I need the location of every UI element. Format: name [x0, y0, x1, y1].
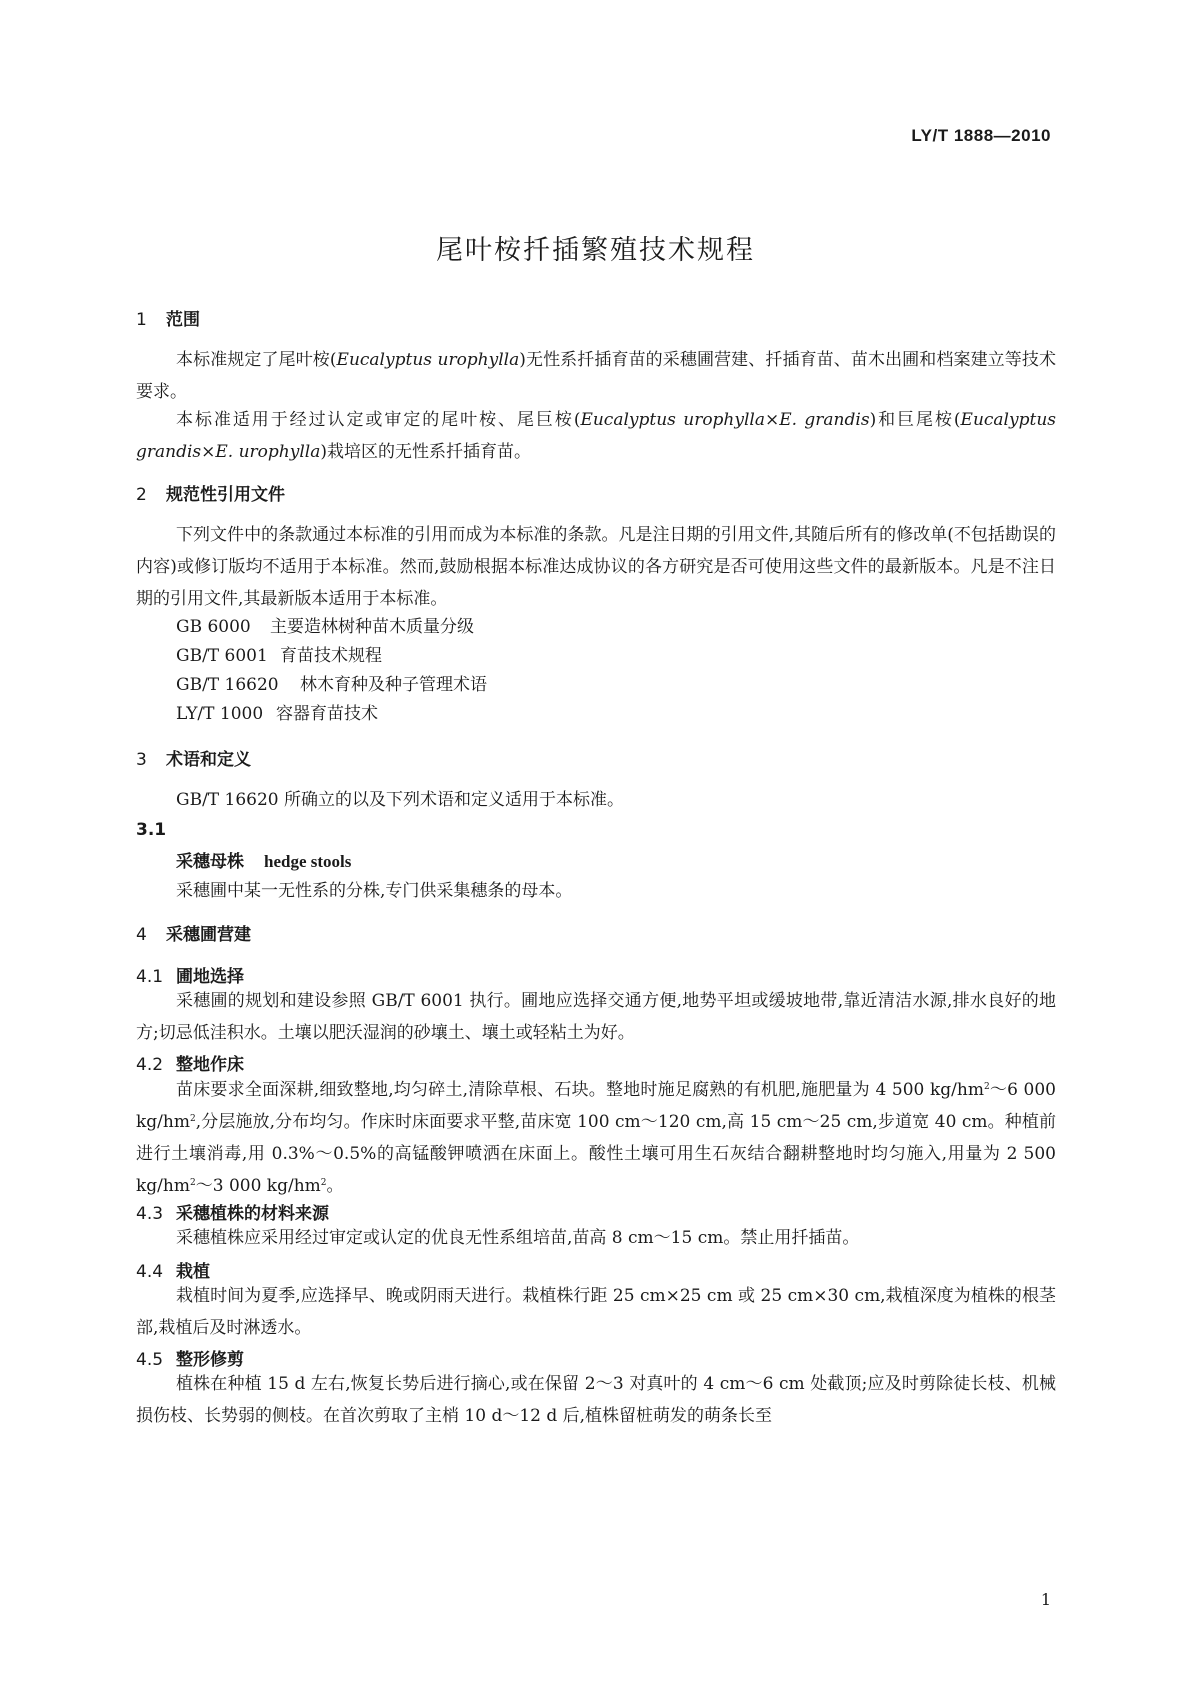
paragraph-normative-references: 下列文件中的条款通过本标准的引用而成为本标准的条款。凡是注日期的引用文件,其随后所有的修改单(不包括勘误的内容)或修订版均不适用于本标准。然而,鼓励根据本标准达成协议的各方研究是否可使用这些文件的最新版本。凡是不注日期的引用文件,其最新版本适用于本标准。: [136, 525, 1056, 609]
section-heading-3: [136, 745, 251, 770]
section-title: 术语和定义: [166, 750, 251, 770]
paragraph-4-5: 植株在种植 15 d 左右,恢复长势后进行摘心,或在保留 2～3 对真叶的 4 cm～6 cm 处截顶;应及时剪除徒长枝、机械损伤枝、长势弱的侧枝。在首次剪取了主梢 10 d～12 d 后,植株留桩萌发的萌条长至: [136, 1374, 1056, 1426]
text-run: 本标准适用于经过认定或审定的尾叶桉、尾巨桉(: [176, 410, 581, 430]
paragraph-4-1: 采穗圃的规划和建设参照 GB/T 6001 执行。圃地应选择交通方便,地势平坦或缓坡地带,靠近清洁水源,排水良好的地方;切忌低洼积水。土壤以肥沃湿润的砂壤土、壤土或轻粘土为好。: [136, 991, 1056, 1043]
reference-code: LY/T 1000: [176, 704, 264, 724]
superscript: 2: [189, 1178, 196, 1188]
paragraph-scope-2: [136, 404, 1056, 468]
subsection-number: 4.3: [136, 1204, 164, 1224]
superscript: 2: [189, 1114, 196, 1124]
text-run: 苗床要求全面深耕,细致整地,均匀碎土,清除草根、石块。整地时施足腐熟的有机肥,施肥量为 4 500 kg/hm: [176, 1080, 984, 1100]
reference-name: 主要造林树种苗木质量分级: [270, 617, 474, 637]
section-number: 2: [136, 485, 147, 505]
subsection-heading-4-4: [136, 1257, 210, 1282]
reference-item: [176, 641, 382, 666]
subsection-number: 4.4: [136, 1262, 164, 1282]
reference-code: GB 6000: [176, 617, 251, 637]
section-heading-4: [136, 920, 251, 945]
text-run: )无性系扦插育苗的采穗圃营建、扦插育苗、苗木出圃和档案建立等技术要求。: [136, 350, 1056, 402]
paragraph-scope-1: [136, 344, 1056, 408]
term-english: hedge stools: [264, 852, 352, 871]
reference-name: 容器育苗技术: [276, 704, 378, 724]
reference-code: GB/T 6001: [176, 646, 268, 666]
section-number: 1: [136, 310, 147, 330]
section-title: 规范性引用文件: [166, 485, 285, 505]
section-number: 3: [136, 750, 147, 770]
subsection-heading-4-1: [136, 962, 244, 987]
text-run: ×: [765, 410, 780, 430]
latin-name: Eucalyptus urophylla: [580, 410, 765, 430]
reference-code: GB/T 16620: [176, 675, 279, 695]
subsection-heading-4-3: [136, 1199, 329, 1224]
reference-item: [176, 670, 487, 695]
text-run: ～3 000 kg/hm: [195, 1176, 321, 1196]
term-entry: [176, 847, 351, 872]
subsection-heading-4-5: [136, 1345, 244, 1370]
page-number: 1: [1040, 1590, 1051, 1609]
subsection-title: 采穗植株的材料来源: [176, 1204, 329, 1224]
paragraph-4-4: 栽植时间为夏季,应选择早、晚或阴雨天进行。栽植株行距 25 cm×25 cm 或 25 cm×30 cm,栽植深度为植株的根茎部,栽植后及时淋透水。: [136, 1286, 1056, 1338]
section-title: 范围: [166, 310, 200, 330]
subsection-number: 4.5: [136, 1350, 164, 1370]
text-run: ～6 000 kg/hm: [136, 1080, 1056, 1132]
superscript: 2: [983, 1082, 990, 1092]
subsection-title: 栽植: [176, 1262, 210, 1282]
text-run: 本标准规定了尾叶桉(: [176, 350, 337, 370]
paragraph-4-3: 采穗植株应采用经过审定或认定的优良无性系组培苗,苗高 8 cm～15 cm。禁止用扦插苗。: [176, 1228, 860, 1248]
latin-name: Eucalyptus grandis: [136, 410, 1056, 462]
reference-name: 林木育种及种子管理术语: [300, 675, 487, 695]
latin-name: E. urophylla: [215, 442, 321, 462]
reference-name: 育苗技术规程: [280, 646, 382, 666]
subsection-number: 4.2: [136, 1055, 164, 1075]
subsection-number: 4.1: [136, 967, 164, 987]
paragraph-4-2: [136, 1074, 1056, 1202]
subsection-title: 整形修剪: [176, 1350, 244, 1370]
section-number: 4: [136, 925, 147, 945]
term-definition: 采穗圃中某一无性系的分株,专门供采集穗条的母本。: [176, 881, 573, 901]
superscript: 2: [320, 1178, 327, 1188]
section-title: 采穗圃营建: [166, 925, 251, 945]
term-chinese: 采穗母株: [176, 852, 244, 872]
text-run: ,分层施放,分布均匀。作床时床面要求平整,苗床宽 100 cm～120 cm,高 15 cm～25 cm,步道宽 40 cm。种植前进行土壤消毒,用 0.3%～0.5%的高锰酸钾喷洒在床面上。酸性土壤可用生石灰结合翻耕整地时均匀施入,用量为 2 500 kg/hm: [136, 1112, 1056, 1196]
latin-name: Eucalyptus urophylla: [336, 350, 520, 370]
standard-code: LY/T 1888—2010: [911, 126, 1051, 145]
text-run: )和巨尾桉(: [869, 410, 961, 430]
text-run: 。: [326, 1176, 344, 1196]
paragraph-terms-intro: GB/T 16620 所确立的以及下列术语和定义适用于本标准。: [176, 790, 625, 810]
latin-name: E. grandis: [779, 410, 870, 430]
subsection-heading-4-2: [136, 1050, 244, 1075]
subsection-title: 圃地选择: [176, 967, 244, 987]
text-run: )栽培区的无性系扦插育苗。: [320, 442, 532, 462]
subsection-number-3-1: 3.1: [136, 820, 167, 840]
text-run: ×: [201, 442, 216, 462]
page-title: 尾叶桉扦插繁殖技术规程: [436, 235, 755, 266]
reference-item: [176, 612, 474, 637]
reference-item: [176, 699, 378, 724]
subsection-title: 整地作床: [176, 1055, 244, 1075]
section-heading-2: [136, 480, 285, 505]
section-heading-1: [136, 305, 200, 330]
